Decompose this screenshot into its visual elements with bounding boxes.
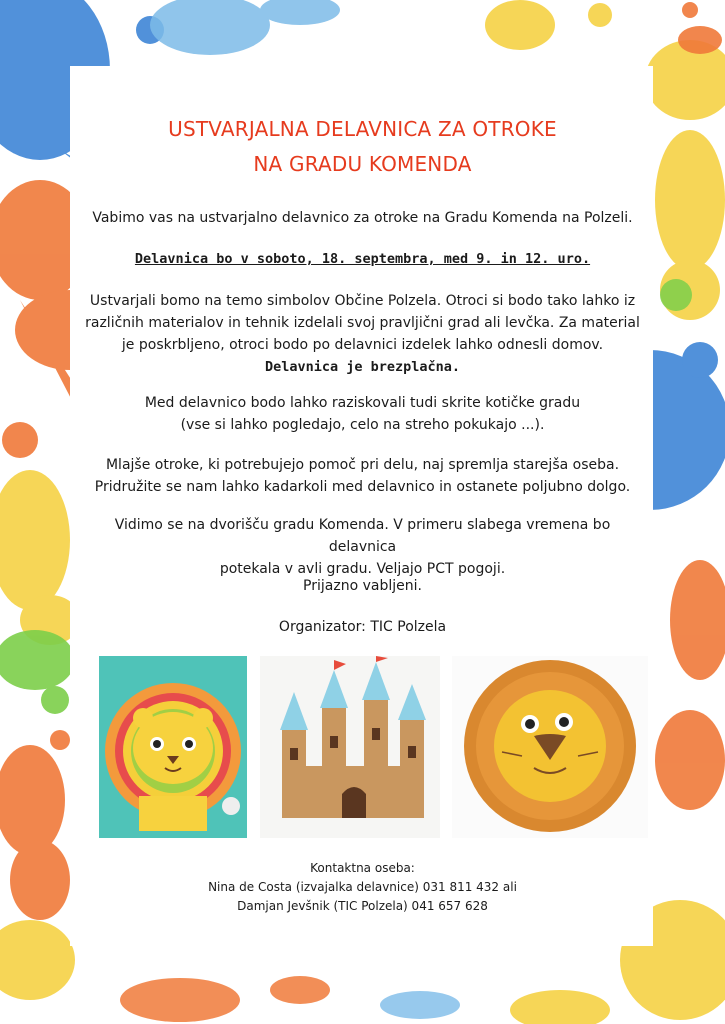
green-splash-left <box>0 630 75 714</box>
explore-line-1: Med delavnico bodo lahko raziskovali tudi skrite kotičke gradu <box>144 395 581 411</box>
yellow-splash-left <box>0 470 80 645</box>
theme-line-3: je poskrbljeno, otroci bodo po delavnici izdelek lahko odnesli domov. <box>121 337 604 353</box>
contact-line-2: Damjan Jevšnik (TIC Polzela) 041 657 628 <box>237 899 488 913</box>
orange-splash-bottom-left <box>0 730 70 920</box>
venue-line-1: Vidimo se na dvorišču gradu Komenda. V primeru slabega vremena bo delavnica <box>114 517 611 555</box>
intro-text: Vabimo vas na ustvarjalno delavnico za otroke na Gradu Komenda na Polzeli. <box>92 210 633 226</box>
theme-paragraph <box>80 290 645 378</box>
orange-splash-bottom <box>120 976 330 1022</box>
title-line-2: NA GRADU KOMENDA <box>253 152 472 176</box>
contact-heading: Kontaktna oseba: <box>310 861 415 875</box>
lightblue-splash-top <box>150 0 340 55</box>
younger-line-1: Mlajše otroke, ki potrebujejo pomoč pri delu, naj spremlja starejša oseba. <box>105 457 620 473</box>
explore-line-2: (vse si lahko pogledajo, celo na streho pokukajo ...). <box>180 417 545 433</box>
orange-splash-top-right <box>678 2 722 54</box>
venue-paragraph <box>80 514 645 580</box>
date-line <box>80 248 645 270</box>
date-text: Delavnica bo v soboto, 18. septembra, med 9. in 12. uro. <box>134 251 591 267</box>
contact-block <box>80 859 645 916</box>
venue-line-2: potekala v avli gradu. Veljajo PCT pogoji. <box>219 561 506 577</box>
theme-line-1: Ustvarjali bomo na temo simbolov Občine Polzela. Otroci si bodo tako lahko iz <box>89 293 636 309</box>
contact-line-1: Nina de Costa (izvajalka delavnice) 031 811 432 ali <box>208 880 517 894</box>
orange-splash-right <box>655 560 725 810</box>
yellow-splash-bottom-left <box>0 920 75 1000</box>
paper-castle-craft-image <box>260 656 440 838</box>
younger-paragraph <box>80 454 645 498</box>
greeting-text: Prijazno vabljeni. <box>303 578 422 594</box>
theme-line-2: različnih materialov in tehnik izdelali svoj pravljični grad ali levčka. Za material <box>85 315 640 331</box>
free-note: Delavnica je brezplačna. <box>264 359 461 375</box>
blue-splash-bottom <box>380 991 460 1019</box>
green-splash-right <box>660 279 692 311</box>
paper-lion-craft-image <box>99 656 247 838</box>
explore-paragraph <box>80 392 645 436</box>
title-line-1: USTVARJALNA DELAVNICA ZA OTROKE <box>168 117 557 141</box>
organizer-text: Organizator: TIC Polzela <box>278 619 447 635</box>
younger-line-2: Pridružite se nam lahko kadarkoli med delavnico in ostanete poljubno dolgo. <box>94 479 631 495</box>
paper-plate-lion-craft-image <box>452 656 648 838</box>
